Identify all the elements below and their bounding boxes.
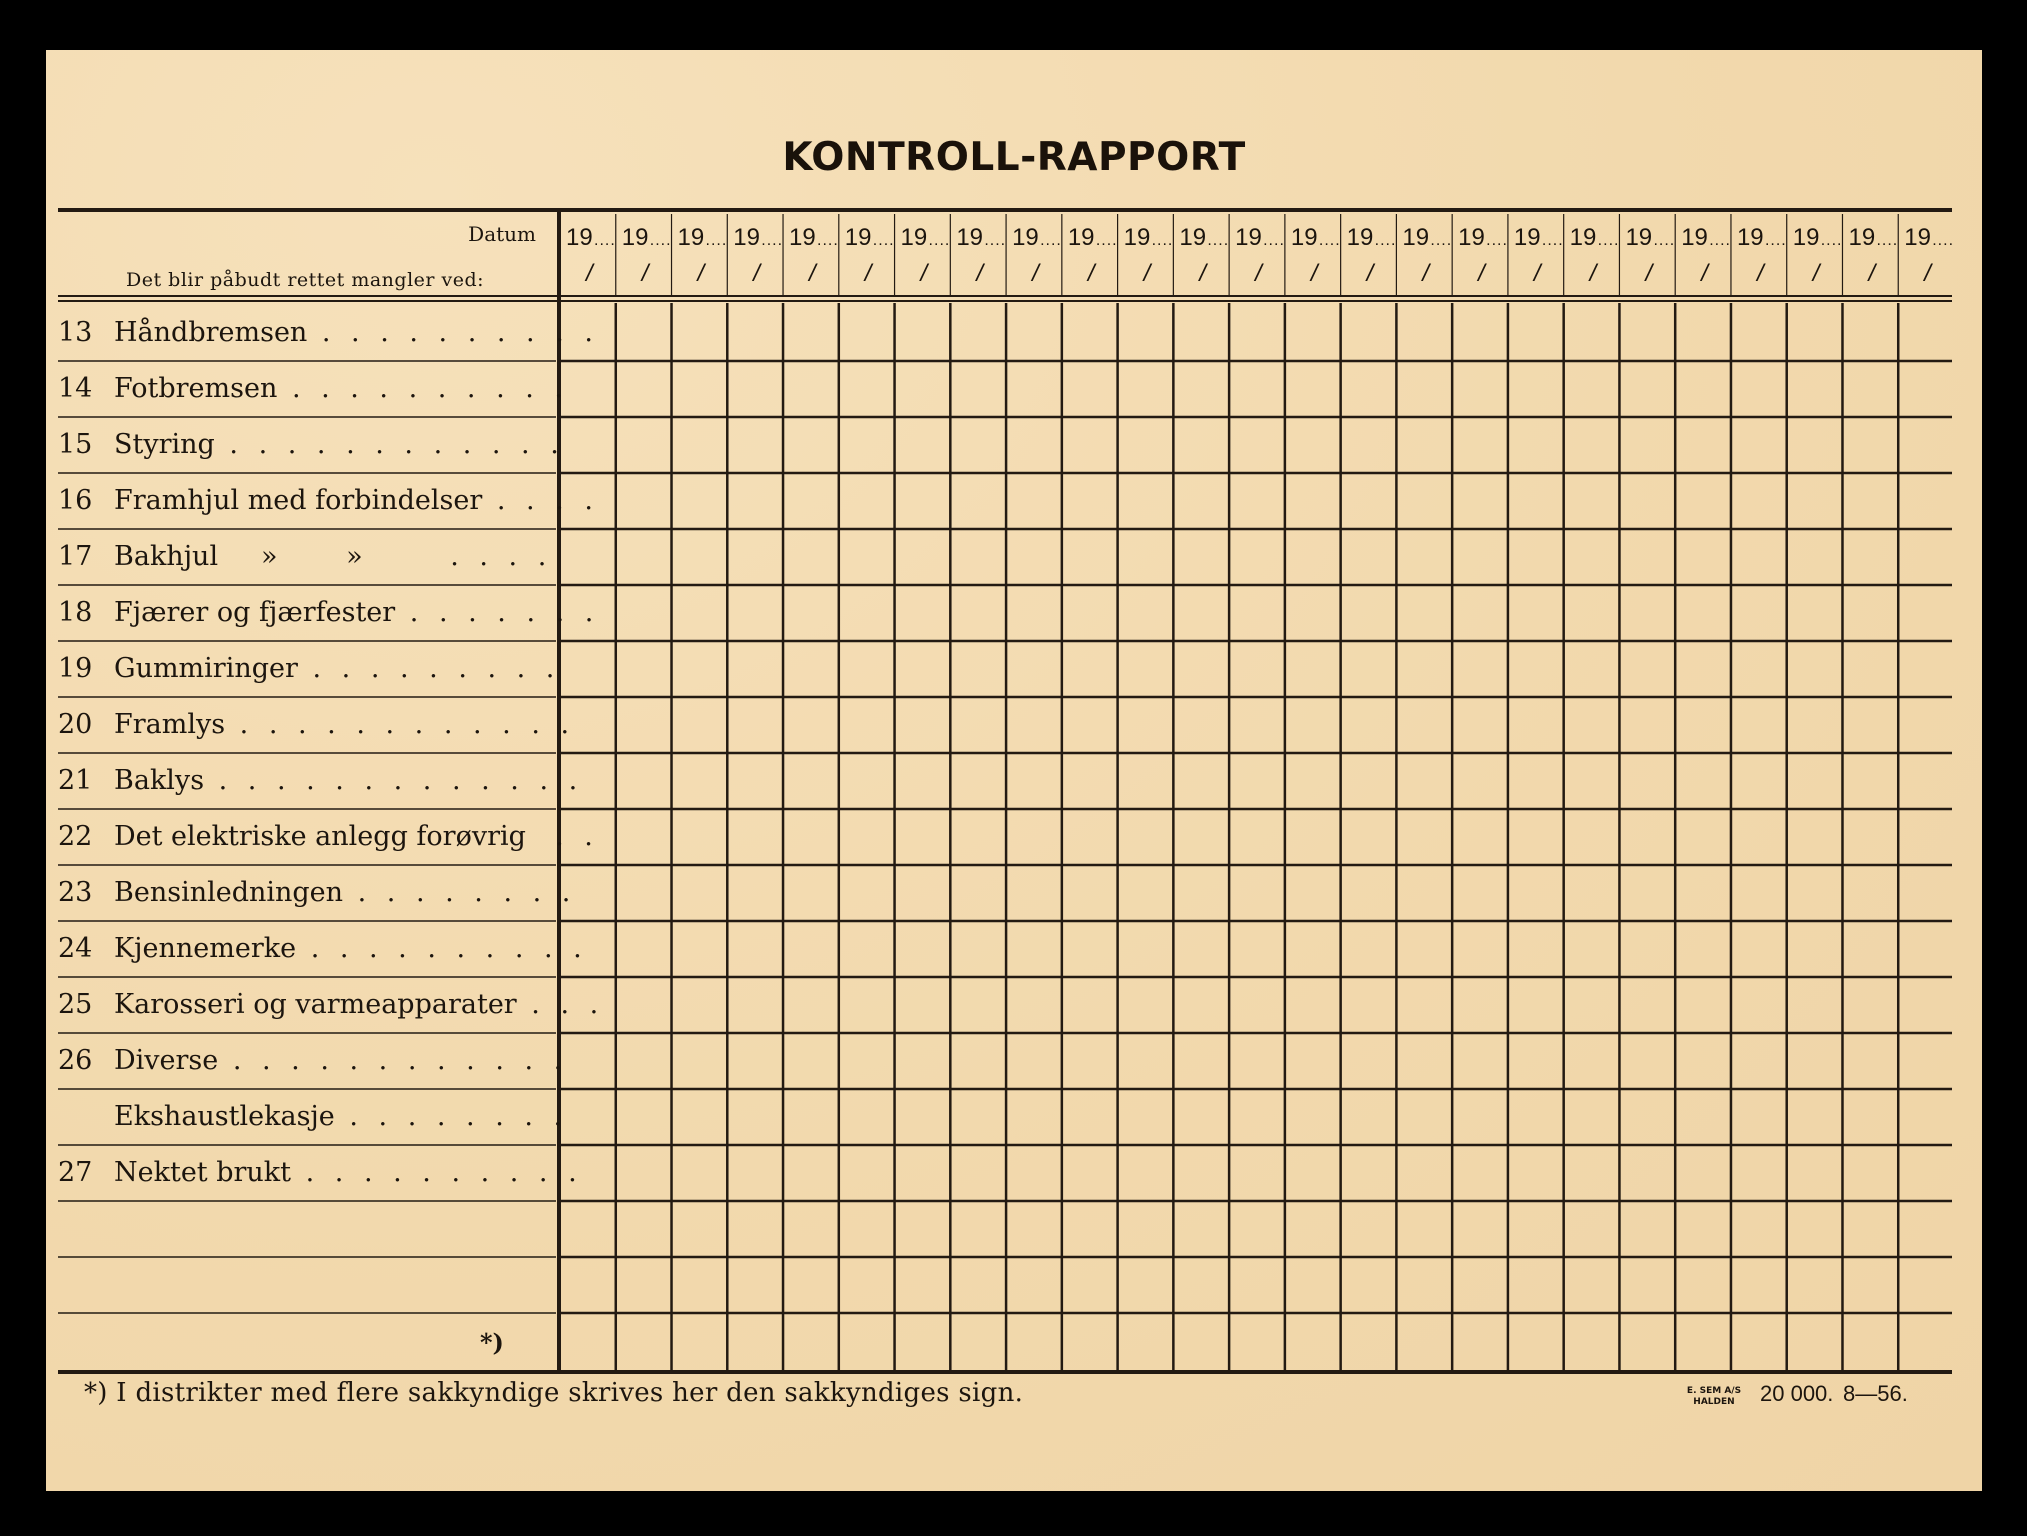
leader-dots: . . . . . . . . — [343, 877, 577, 908]
date-column-header — [1842, 222, 1897, 294]
year-prefix: 19 — [1792, 224, 1820, 251]
date-slash: / — [864, 260, 872, 287]
date-slash: / — [1701, 260, 1708, 287]
item-label: Gummiringer — [114, 653, 298, 684]
date-column-header — [1062, 222, 1117, 294]
item-number: 16 — [58, 485, 93, 516]
date-column-header — [1452, 222, 1507, 294]
leader-dots: . . . . . . . . . . . . — [218, 1045, 569, 1076]
year-prefix: 19 — [1235, 224, 1262, 251]
datum-header: Datum — [468, 222, 536, 246]
date-column-header — [1787, 222, 1842, 294]
item-label: Baklys — [114, 765, 205, 796]
year-blank: .... — [1040, 232, 1062, 249]
date-column-header — [1118, 222, 1173, 294]
item-label: Fjærer og fjærfester — [114, 597, 396, 628]
inspection-item-row — [58, 641, 561, 697]
date-slash: / — [809, 260, 816, 287]
date-column-header — [783, 222, 838, 294]
leader-dots: . . . . . . . . . . — [291, 1157, 583, 1188]
item-number: 19 — [58, 653, 93, 684]
date-column-header — [1564, 222, 1619, 294]
year-blank: .... — [1876, 232, 1899, 249]
footnote: *) I distrikter med flere sakkyndige skrives her den sakkyndiges sign. — [84, 1378, 1024, 1408]
date-column-header — [616, 222, 671, 294]
print-date: 8—56. — [1843, 1381, 1908, 1406]
leader-dots: . . . . . . . . . . . . — [225, 709, 576, 740]
year-prefix: 19 — [900, 224, 928, 251]
year-prefix: 19 — [1123, 224, 1151, 251]
item-number: 26 — [58, 1045, 93, 1076]
item-number: 27 — [58, 1157, 93, 1188]
printer-imprint — [1679, 1386, 1749, 1408]
date-column-header — [1285, 222, 1340, 294]
date-slash: / — [1478, 260, 1485, 287]
date-column-header — [1006, 222, 1061, 294]
date-slash: / — [1422, 260, 1430, 287]
leader-dots: . . . . — [362, 541, 553, 572]
year-blank: .... — [705, 232, 728, 249]
inspection-item-row — [58, 305, 599, 361]
date-column-header — [839, 222, 894, 294]
item-number: 13 — [58, 317, 93, 348]
year-blank: .... — [1820, 232, 1843, 249]
year-blank: .... — [1151, 232, 1174, 249]
item-number: 17 — [58, 541, 93, 572]
printer-name: E. SEM A/S — [1686, 1386, 1742, 1396]
year-blank: .... — [1430, 232, 1453, 249]
signature-marker: *) — [480, 1328, 504, 1357]
date-slash: / — [976, 260, 983, 287]
year-prefix: 19 — [1681, 224, 1708, 251]
date-column-header — [727, 222, 782, 294]
item-label: Kjennemerke — [114, 933, 297, 964]
year-prefix: 19 — [677, 224, 705, 251]
leader-dots: . . . . . . . . — [334, 1101, 569, 1132]
date-column-header — [1341, 222, 1396, 294]
date-slash: / — [586, 260, 593, 287]
date-column-header — [950, 222, 1005, 294]
printer-city: HALDEN — [1693, 1397, 1735, 1407]
inspection-item-row — [58, 1033, 569, 1089]
date-column-header — [1173, 222, 1228, 294]
date-slash: / — [1645, 260, 1653, 287]
date-slash: / — [1310, 260, 1318, 287]
year-prefix: 19 — [1513, 224, 1541, 251]
date-slash: / — [1366, 260, 1374, 287]
item-label: Nektet brukt — [114, 1157, 292, 1188]
item-number: 14 — [58, 373, 93, 404]
date-slash: / — [1255, 260, 1262, 287]
year-prefix: 19 — [1625, 224, 1653, 251]
year-prefix: 19 — [1290, 224, 1318, 251]
date-column-header — [1898, 222, 1953, 294]
item-number: 25 — [58, 989, 93, 1020]
year-prefix: 19 — [1736, 224, 1764, 251]
year-blank: .... — [984, 232, 1007, 249]
item-label: Styring — [114, 429, 215, 460]
inspection-item-row — [58, 697, 576, 753]
inspection-item-row — [58, 753, 584, 809]
date-column-header — [1619, 222, 1674, 294]
inspection-item-row — [58, 529, 558, 585]
inspection-item-row — [58, 585, 600, 641]
date-slash: / — [920, 260, 928, 287]
inspection-item-row — [58, 1145, 583, 1201]
year-prefix: 19 — [1569, 224, 1597, 251]
inspection-item-row — [58, 473, 599, 529]
date-slash: / — [1199, 260, 1207, 287]
date-column-header — [895, 222, 950, 294]
date-slash: / — [1087, 260, 1095, 287]
item-number: 18 — [58, 597, 93, 628]
year-blank: .... — [928, 232, 951, 249]
leader-dots: . . . . . . . . . — [297, 653, 561, 684]
year-prefix: 19 — [789, 224, 816, 251]
year-prefix: 19 — [566, 224, 593, 251]
item-number: 21 — [58, 765, 93, 796]
year-prefix: 19 — [1848, 224, 1876, 251]
leader-dots: . . . . . . . . . . — [307, 317, 599, 348]
leader-dots: . . . . . . . . . . — [277, 373, 570, 404]
year-blank: .... — [1207, 232, 1230, 249]
date-slash: / — [1756, 260, 1764, 287]
date-slash: / — [1533, 260, 1541, 287]
item-label: Framhjul med forbindelser — [114, 485, 483, 516]
item-number: 20 — [58, 709, 93, 740]
date-slash: / — [1812, 260, 1820, 287]
item-label: Fotbremsen — [114, 373, 278, 404]
year-blank: .... — [1709, 232, 1731, 249]
item-number: 24 — [58, 933, 93, 964]
year-prefix: 19 — [956, 224, 984, 251]
year-prefix: 19 — [1012, 224, 1039, 251]
date-slash: / — [1143, 260, 1151, 287]
inspection-item-row — [58, 865, 577, 921]
item-label: Håndbremsen — [114, 317, 308, 348]
leader-dots: . . . . . . . . . . — [296, 933, 588, 964]
leader-dots: . . . . . . . . . . . . — [214, 429, 565, 460]
year-blank: .... — [1932, 232, 1955, 249]
item-label: Karosseri og varmeapparater — [114, 989, 517, 1020]
inspection-item-row — [58, 921, 588, 977]
leader-dots: . . . — [516, 989, 605, 1020]
defects-header: Det blir påbudt rettet mangler ved: — [126, 269, 485, 291]
year-blank: .... — [649, 232, 672, 249]
year-prefix: 19 — [1346, 224, 1374, 251]
date-column-header — [560, 222, 615, 294]
leader-dots: . . . . . . . — [395, 597, 600, 628]
year-prefix: 19 — [1402, 224, 1430, 251]
date-column-header — [1396, 222, 1451, 294]
year-blank: .... — [1095, 232, 1118, 249]
item-label: Ekshaustlekasje — [114, 1101, 335, 1132]
leader-dots: . . — [525, 821, 599, 852]
date-column-header — [672, 222, 727, 294]
year-prefix: 19 — [1067, 224, 1095, 251]
date-slash: / — [697, 260, 705, 287]
date-column-header — [1508, 222, 1563, 294]
date-slash: / — [641, 260, 649, 287]
date-slash: / — [1924, 260, 1931, 287]
year-prefix: 19 — [1179, 224, 1207, 251]
year-blank: .... — [1374, 232, 1397, 249]
year-blank: .... — [872, 232, 895, 249]
inspection-item-row — [58, 361, 570, 417]
year-prefix: 19 — [844, 224, 872, 251]
form-title: KONTROLL-RAPPORT — [782, 135, 1246, 180]
date-slash: / — [1589, 260, 1597, 287]
leader-dots: . . . . . . . . . . . . . — [204, 765, 584, 796]
date-column-header — [1731, 222, 1786, 294]
year-prefix: 19 — [1458, 224, 1485, 251]
year-blank: .... — [761, 232, 784, 249]
year-blank: .... — [817, 232, 839, 249]
item-label: Det elektriske anlegg forøvrig — [114, 821, 526, 852]
date-slash: / — [1868, 260, 1876, 287]
year-blank: .... — [1486, 232, 1508, 249]
inspection-item-row — [58, 809, 599, 865]
item-label: Diverse — [114, 1045, 219, 1076]
item-number: 15 — [58, 429, 93, 460]
year-prefix: 19 — [733, 224, 760, 251]
inspection-item-row — [58, 1089, 569, 1145]
year-blank: .... — [594, 232, 616, 249]
inspection-item-row — [58, 417, 565, 473]
item-label: Bakhjul » » — [114, 541, 363, 572]
print-run: 20 000. — [1760, 1381, 1834, 1406]
year-prefix: 19 — [1904, 224, 1931, 251]
item-number: 23 — [58, 877, 93, 908]
year-blank: .... — [1263, 232, 1285, 249]
date-column-header — [1675, 222, 1730, 294]
leader-dots: . . . . — [482, 485, 599, 516]
date-slash: / — [1032, 260, 1039, 287]
year-blank: .... — [1597, 232, 1620, 249]
report-card — [46, 50, 1982, 1491]
item-number: 22 — [58, 821, 93, 852]
date-column-header — [1229, 222, 1284, 294]
year-blank: .... — [1541, 232, 1564, 249]
year-prefix: 19 — [621, 224, 649, 251]
year-blank: .... — [1318, 232, 1341, 249]
year-blank: .... — [1653, 232, 1676, 249]
year-blank: .... — [1764, 232, 1787, 249]
item-label: Framlys — [114, 709, 226, 740]
inspection-item-row — [58, 977, 605, 1033]
item-label: Bensinledningen — [114, 877, 344, 908]
date-slash: / — [753, 260, 760, 287]
